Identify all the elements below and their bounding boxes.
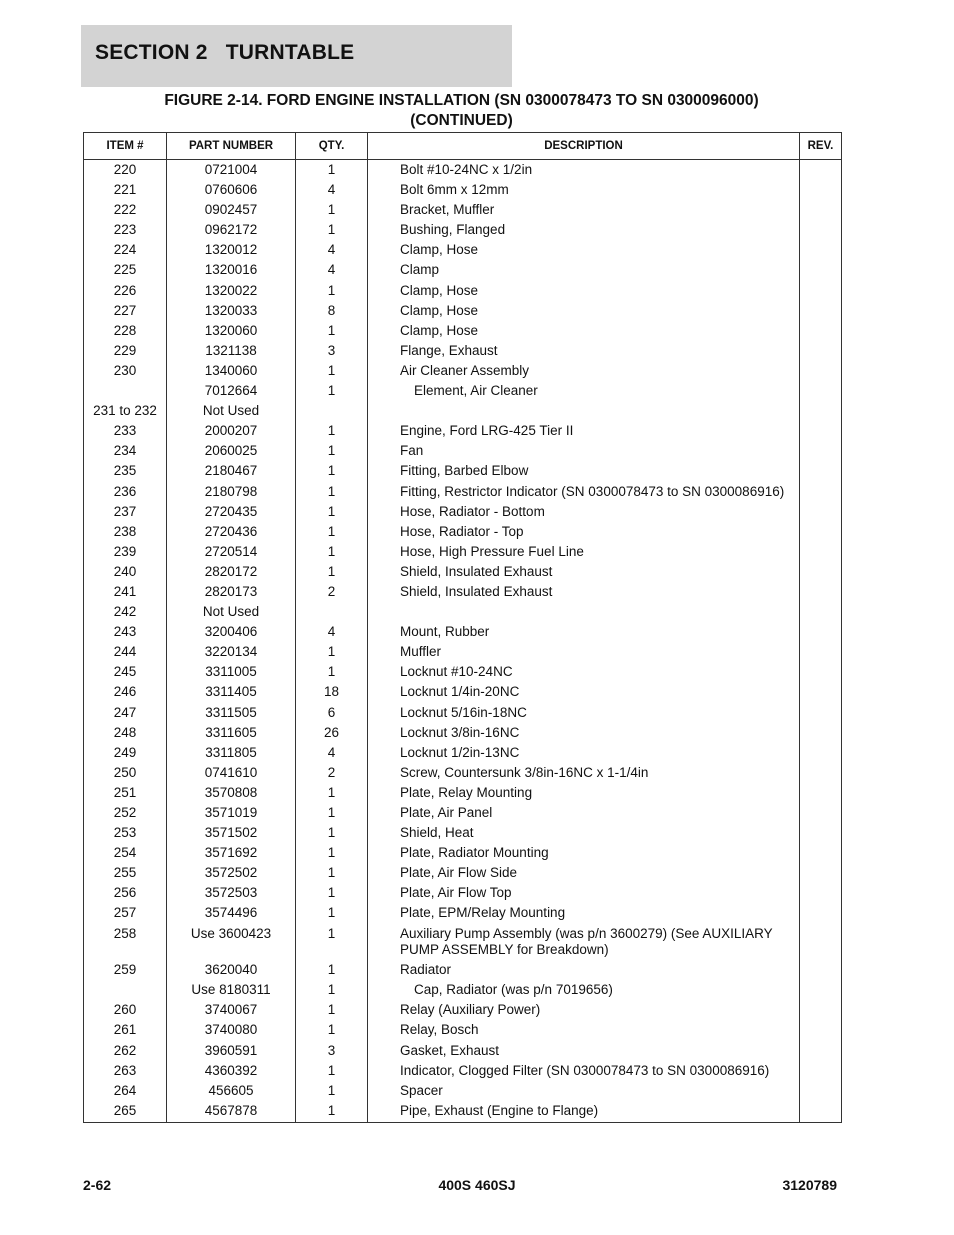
rev-cell	[800, 421, 842, 441]
item-cell: 262	[84, 1041, 167, 1061]
item-cell: 229	[84, 341, 167, 361]
description-cell: Shield, Insulated Exhaust	[368, 562, 800, 582]
part-number-cell: 2820173	[167, 582, 296, 602]
description-cell: Locknut 1/4in-20NC	[368, 682, 800, 702]
table-row	[84, 843, 842, 863]
item-cell: 245	[84, 662, 167, 682]
item-cell: 223	[84, 220, 167, 240]
table-row	[84, 260, 842, 280]
part-number-cell: 3572503	[167, 883, 296, 903]
table-row	[84, 160, 842, 181]
qty-cell: 1	[296, 321, 368, 341]
qty-cell	[296, 401, 368, 421]
table-row	[84, 341, 842, 361]
part-number-cell: 3740080	[167, 1020, 296, 1040]
part-number-cell: 3571692	[167, 843, 296, 863]
description-cell: Bushing, Flanged	[368, 220, 800, 240]
description-cell: Plate, Air Panel	[368, 803, 800, 823]
qty-cell: 1	[296, 220, 368, 240]
item-cell: 243	[84, 622, 167, 642]
table-row	[84, 1041, 842, 1061]
description-cell: Element, Air Cleaner	[368, 381, 800, 401]
description-cell: Plate, Air Flow Top	[368, 883, 800, 903]
description-cell: Screw, Countersunk 3/8in-16NC x 1-1/4in	[368, 763, 800, 783]
qty-cell: 1	[296, 381, 368, 401]
rev-cell	[800, 863, 842, 883]
rev-cell	[800, 723, 842, 743]
description-cell: Spacer	[368, 1081, 800, 1101]
part-number-cell: 3571502	[167, 823, 296, 843]
qty-cell: 1	[296, 642, 368, 662]
rev-cell	[800, 980, 842, 1000]
rev-cell	[800, 200, 842, 220]
table-row	[84, 1020, 842, 1040]
part-number-cell: 4567878	[167, 1101, 296, 1123]
rev-cell	[800, 1020, 842, 1040]
part-number-cell: 1321138	[167, 341, 296, 361]
part-number-cell: 3311805	[167, 743, 296, 763]
item-cell: 235	[84, 461, 167, 481]
item-cell: 263	[84, 1061, 167, 1081]
table-row	[84, 1000, 842, 1020]
item-cell: 242	[84, 602, 167, 622]
item-cell: 224	[84, 240, 167, 260]
rev-cell	[800, 823, 842, 843]
qty-cell: 1	[296, 200, 368, 220]
rev-cell	[800, 401, 842, 421]
item-cell: 231 to 232	[84, 401, 167, 421]
table-row	[84, 240, 842, 260]
description-cell: Locknut 1/2in-13NC	[368, 743, 800, 763]
qty-cell: 1	[296, 1061, 368, 1081]
table-row	[84, 461, 842, 481]
rev-cell	[800, 662, 842, 682]
table-row	[84, 281, 842, 301]
qty-cell: 2	[296, 582, 368, 602]
part-number-cell: 2720435	[167, 502, 296, 522]
item-cell: 261	[84, 1020, 167, 1040]
item-cell: 256	[84, 883, 167, 903]
part-number-cell: 3574496	[167, 903, 296, 923]
item-cell: 222	[84, 200, 167, 220]
description-cell	[368, 602, 800, 622]
part-number-cell: 3200406	[167, 622, 296, 642]
description-cell: Clamp, Hose	[368, 321, 800, 341]
description-cell: Clamp	[368, 260, 800, 280]
rev-cell	[800, 642, 842, 662]
table-row	[84, 522, 842, 542]
table-row	[84, 763, 842, 783]
item-cell: 228	[84, 321, 167, 341]
description-cell	[368, 401, 800, 421]
rev-cell	[800, 341, 842, 361]
part-number-cell: 1340060	[167, 361, 296, 381]
rev-cell	[800, 260, 842, 280]
item-cell: 264	[84, 1081, 167, 1101]
part-number-cell: 1320022	[167, 281, 296, 301]
part-number-cell: 2180467	[167, 461, 296, 481]
description-cell: Cap, Radiator (was p/n 7019656)	[368, 980, 800, 1000]
part-number-cell: Use 3600423	[167, 924, 296, 961]
part-number-cell: 3311605	[167, 723, 296, 743]
description-cell: Plate, EPM/Relay Mounting	[368, 903, 800, 923]
rev-cell	[800, 281, 842, 301]
rev-cell	[800, 461, 842, 481]
qty-cell: 1	[296, 361, 368, 381]
rev-cell	[800, 482, 842, 502]
description-cell: Gasket, Exhaust	[368, 1041, 800, 1061]
description-cell: Muffler	[368, 642, 800, 662]
description-cell: Pipe, Exhaust (Engine to Flange)	[368, 1101, 800, 1123]
description-cell: Clamp, Hose	[368, 301, 800, 321]
part-number-cell: Not Used	[167, 602, 296, 622]
qty-cell: 1	[296, 1020, 368, 1040]
page-number: 2-62	[83, 1177, 112, 1193]
item-cell: 239	[84, 542, 167, 562]
table-row	[84, 743, 842, 763]
part-number-cell: 3311005	[167, 662, 296, 682]
description-cell: Clamp, Hose	[368, 240, 800, 260]
part-number-cell: 2000207	[167, 421, 296, 441]
table-row	[84, 582, 842, 602]
part-number-cell: 4360392	[167, 1061, 296, 1081]
qty-cell: 1	[296, 1000, 368, 1020]
qty-cell: 2	[296, 763, 368, 783]
description-cell: Fan	[368, 441, 800, 461]
part-number-cell: 3311505	[167, 703, 296, 723]
description-cell: Bolt 6mm x 12mm	[368, 180, 800, 200]
table-row	[84, 482, 842, 502]
rev-cell	[800, 703, 842, 723]
item-cell: 248	[84, 723, 167, 743]
table-row	[84, 924, 842, 961]
description-cell: Relay, Bosch	[368, 1020, 800, 1040]
item-cell: 226	[84, 281, 167, 301]
table-row	[84, 682, 842, 702]
part-number-cell: 3620040	[167, 960, 296, 980]
item-cell: 234	[84, 441, 167, 461]
description-cell: Indicator, Clogged Filter (SN 0300078473 to SN 0300086916)	[368, 1061, 800, 1081]
item-cell	[84, 980, 167, 1000]
rev-cell	[800, 220, 842, 240]
table-row	[84, 180, 842, 200]
item-cell: 244	[84, 642, 167, 662]
description-cell: Clamp, Hose	[368, 281, 800, 301]
part-number-cell: 2720436	[167, 522, 296, 542]
qty-cell: 3	[296, 341, 368, 361]
rev-cell	[800, 1041, 842, 1061]
qty-cell: 4	[296, 622, 368, 642]
item-cell: 221	[84, 180, 167, 200]
table-row	[84, 1081, 842, 1101]
table-row	[84, 622, 842, 642]
table-row	[84, 321, 842, 341]
qty-cell: 1	[296, 783, 368, 803]
rev-cell	[800, 1061, 842, 1081]
table-row	[84, 703, 842, 723]
part-number-cell: 7012664	[167, 381, 296, 401]
table-row	[84, 723, 842, 743]
qty-cell: 8	[296, 301, 368, 321]
item-cell: 230	[84, 361, 167, 381]
figure-title-line2: (CONTINUED)	[410, 112, 513, 129]
header-item: ITEM #	[84, 133, 167, 160]
description-cell: Locknut 5/16in-18NC	[368, 703, 800, 723]
description-cell: Bolt #10-24NC x 1/2in	[368, 160, 800, 181]
item-cell: 258	[84, 924, 167, 961]
description-cell: Hose, High Pressure Fuel Line	[368, 542, 800, 562]
table-row	[84, 823, 842, 843]
qty-cell: 3	[296, 1041, 368, 1061]
rev-cell	[800, 960, 842, 980]
part-number-cell: 1320060	[167, 321, 296, 341]
rev-cell	[800, 361, 842, 381]
section-title: SECTION 2 TURNTABLE	[95, 41, 355, 64]
qty-cell: 1	[296, 281, 368, 301]
part-number-cell: 2820172	[167, 562, 296, 582]
description-cell: Shield, Insulated Exhaust	[368, 582, 800, 602]
rev-cell	[800, 562, 842, 582]
description-cell: Bracket, Muffler	[368, 200, 800, 220]
description-cell: Hose, Radiator - Top	[368, 522, 800, 542]
item-cell: 260	[84, 1000, 167, 1020]
qty-cell: 1	[296, 1081, 368, 1101]
rev-cell	[800, 763, 842, 783]
rev-cell	[800, 542, 842, 562]
part-number-cell: 2720514	[167, 542, 296, 562]
document-number: 3120789	[782, 1177, 837, 1193]
item-cell: 253	[84, 823, 167, 843]
table-header-row	[84, 133, 842, 160]
table-row	[84, 803, 842, 823]
part-number-cell: 3572502	[167, 863, 296, 883]
item-cell: 247	[84, 703, 167, 723]
item-cell: 254	[84, 843, 167, 863]
section-banner	[81, 25, 512, 87]
rev-cell	[800, 843, 842, 863]
table-row	[84, 502, 842, 522]
description-cell: Plate, Radiator Mounting	[368, 843, 800, 863]
table-row	[84, 441, 842, 461]
description-cell: Fitting, Restrictor Indicator (SN 0300078473 to SN 0300086916)	[368, 482, 800, 502]
table-row	[84, 562, 842, 582]
qty-cell: 6	[296, 703, 368, 723]
item-cell: 251	[84, 783, 167, 803]
part-number-cell: 3960591	[167, 1041, 296, 1061]
rev-cell	[800, 682, 842, 702]
table-row	[84, 401, 842, 421]
table-row	[84, 602, 842, 622]
qty-cell	[296, 602, 368, 622]
rev-cell	[800, 903, 842, 923]
item-cell: 237	[84, 502, 167, 522]
qty-cell: 1	[296, 461, 368, 481]
qty-cell: 1	[296, 960, 368, 980]
rev-cell	[800, 783, 842, 803]
table-row	[84, 381, 842, 401]
table-row	[84, 200, 842, 220]
part-number-cell: 2060025	[167, 441, 296, 461]
description-cell: Radiator	[368, 960, 800, 980]
rev-cell	[800, 160, 842, 181]
description-cell: Plate, Relay Mounting	[368, 783, 800, 803]
description-cell: Plate, Air Flow Side	[368, 863, 800, 883]
table-row	[84, 960, 842, 980]
part-number-cell: 3311405	[167, 682, 296, 702]
rev-cell	[800, 1101, 842, 1123]
qty-cell: 1	[296, 502, 368, 522]
qty-cell: 1	[296, 1101, 368, 1123]
table-row	[84, 1061, 842, 1081]
description-cell: Fitting, Barbed Elbow	[368, 461, 800, 481]
table-row	[84, 421, 842, 441]
item-cell: 238	[84, 522, 167, 542]
header-rev: REV.	[800, 133, 842, 160]
item-cell: 250	[84, 763, 167, 783]
part-number-cell: 3740067	[167, 1000, 296, 1020]
qty-cell: 18	[296, 682, 368, 702]
part-number-cell: 0962172	[167, 220, 296, 240]
table-row	[84, 642, 842, 662]
description-cell: Air Cleaner Assembly	[368, 361, 800, 381]
qty-cell: 4	[296, 180, 368, 200]
item-cell: 249	[84, 743, 167, 763]
part-number-cell: 1320033	[167, 301, 296, 321]
rev-cell	[800, 622, 842, 642]
header-part-number: PART NUMBER	[167, 133, 296, 160]
table-row	[84, 301, 842, 321]
model-name: 400S 460SJ	[438, 1177, 516, 1193]
rev-cell	[800, 582, 842, 602]
table-row	[84, 883, 842, 903]
rev-cell	[800, 441, 842, 461]
part-number-cell: 0741610	[167, 763, 296, 783]
rev-cell	[800, 301, 842, 321]
qty-cell: 1	[296, 662, 368, 682]
qty-cell: 1	[296, 863, 368, 883]
part-number-cell: 456605	[167, 1081, 296, 1101]
item-cell: 236	[84, 482, 167, 502]
qty-cell: 1	[296, 823, 368, 843]
qty-cell: 1	[296, 542, 368, 562]
part-number-cell: 3571019	[167, 803, 296, 823]
table-row	[84, 863, 842, 883]
qty-cell: 1	[296, 803, 368, 823]
description-cell: Relay (Auxiliary Power)	[368, 1000, 800, 1020]
qty-cell: 4	[296, 743, 368, 763]
description-cell: Auxiliary Pump Assembly (was p/n 3600279) (See AUXILIARY PUMP ASSEMBLY for Breakdown)	[368, 924, 800, 961]
description-cell: Flange, Exhaust	[368, 341, 800, 361]
description-cell: Shield, Heat	[368, 823, 800, 843]
part-number-cell: 0902457	[167, 200, 296, 220]
part-number-cell: 3570808	[167, 783, 296, 803]
rev-cell	[800, 180, 842, 200]
description-cell: Hose, Radiator - Bottom	[368, 502, 800, 522]
qty-cell: 1	[296, 980, 368, 1000]
item-cell: 255	[84, 863, 167, 883]
item-cell: 220	[84, 160, 167, 181]
rev-cell	[800, 602, 842, 622]
item-cell: 257	[84, 903, 167, 923]
item-cell: 225	[84, 260, 167, 280]
item-cell: 252	[84, 803, 167, 823]
item-cell	[84, 381, 167, 401]
qty-cell: 1	[296, 924, 368, 961]
rev-cell	[800, 924, 842, 961]
qty-cell: 4	[296, 260, 368, 280]
parts-table	[83, 132, 842, 1123]
header-qty: QTY.	[296, 133, 368, 160]
part-number-cell: 3220134	[167, 642, 296, 662]
item-cell: 241	[84, 582, 167, 602]
qty-cell: 1	[296, 562, 368, 582]
qty-cell: 1	[296, 482, 368, 502]
table-row	[84, 1101, 842, 1123]
part-number-cell: 1320012	[167, 240, 296, 260]
part-number-cell: Use 8180311	[167, 980, 296, 1000]
part-number-cell: 2180798	[167, 482, 296, 502]
rev-cell	[800, 240, 842, 260]
qty-cell: 1	[296, 883, 368, 903]
qty-cell: 4	[296, 240, 368, 260]
table-row	[84, 662, 842, 682]
description-cell: Engine, Ford LRG-425 Tier II	[368, 421, 800, 441]
part-number-cell: 0760606	[167, 180, 296, 200]
header-description: DESCRIPTION	[368, 133, 800, 160]
rev-cell	[800, 321, 842, 341]
part-number-cell: Not Used	[167, 401, 296, 421]
figure-title-line1: FIGURE 2-14. FORD ENGINE INSTALLATION (SN 0300078473 TO SN 0300096000)	[164, 92, 759, 109]
qty-cell: 1	[296, 903, 368, 923]
item-cell: 227	[84, 301, 167, 321]
rev-cell	[800, 522, 842, 542]
rev-cell	[800, 803, 842, 823]
table-row	[84, 783, 842, 803]
figure-title	[83, 91, 840, 131]
rev-cell	[800, 1081, 842, 1101]
parts-table-body	[84, 160, 842, 1123]
item-cell: 259	[84, 960, 167, 980]
item-cell: 265	[84, 1101, 167, 1123]
table-row	[84, 361, 842, 381]
qty-cell: 26	[296, 723, 368, 743]
table-row	[84, 980, 842, 1000]
item-cell: 246	[84, 682, 167, 702]
qty-cell: 1	[296, 441, 368, 461]
item-cell: 233	[84, 421, 167, 441]
qty-cell: 1	[296, 843, 368, 863]
table-row	[84, 542, 842, 562]
part-number-cell: 0721004	[167, 160, 296, 181]
part-number-cell: 1320016	[167, 260, 296, 280]
rev-cell	[800, 883, 842, 903]
rev-cell	[800, 743, 842, 763]
rev-cell	[800, 1000, 842, 1020]
rev-cell	[800, 381, 842, 401]
qty-cell: 1	[296, 160, 368, 181]
qty-cell: 1	[296, 522, 368, 542]
table-row	[84, 903, 842, 923]
rev-cell	[800, 502, 842, 522]
description-cell: Locknut #10-24NC	[368, 662, 800, 682]
description-cell: Mount, Rubber	[368, 622, 800, 642]
qty-cell: 1	[296, 421, 368, 441]
item-cell: 240	[84, 562, 167, 582]
table-row	[84, 220, 842, 240]
description-cell: Locknut 3/8in-16NC	[368, 723, 800, 743]
